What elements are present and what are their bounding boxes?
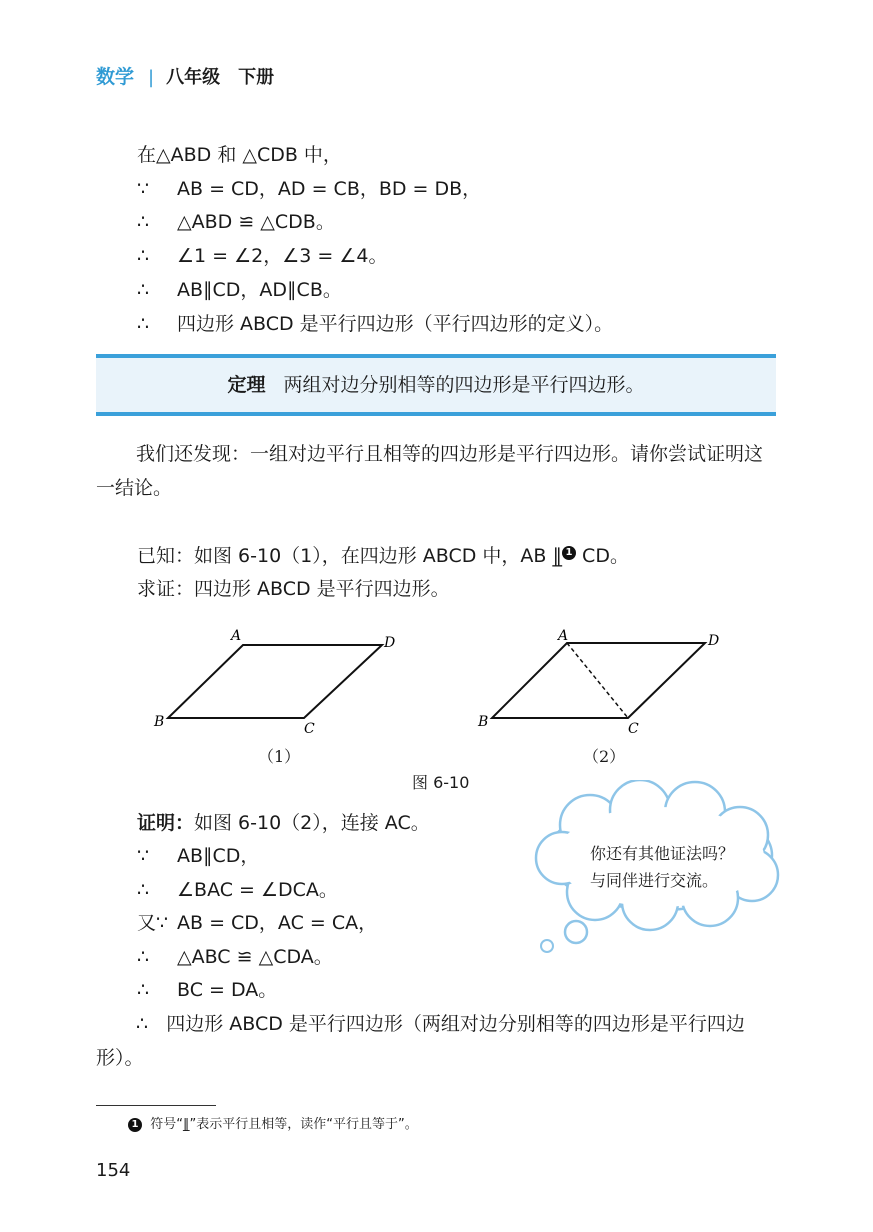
label-D: D xyxy=(708,633,720,649)
prove-line: 求证：四边形 ABCD 是平行四边形。 xyxy=(137,578,450,600)
proof1-line-2 xyxy=(137,209,335,235)
proof2-symbol: ∵ xyxy=(137,845,150,867)
label-C: C xyxy=(628,721,639,737)
footnote xyxy=(128,1113,418,1132)
figure-caption: 图 6-10 xyxy=(412,773,470,792)
theorem-text: 两组对边分别相等的四边形是平行四边形。 xyxy=(283,374,645,396)
proof1-text: ∠1 = ∠2，∠3 = ∠4。 xyxy=(177,245,388,267)
proof2-line-0 xyxy=(137,843,259,869)
proof1-symbol: ∵ xyxy=(137,178,150,200)
proof2-text: BC = DA。 xyxy=(177,979,278,1001)
cloud-text xyxy=(590,840,734,894)
label-A: A xyxy=(231,628,242,644)
proof2-symbol: 又∵ xyxy=(137,912,169,934)
given-prefix: 已知：如图 6-10（1），在四边形 ABCD 中，AB xyxy=(137,545,553,567)
proof1-text: 在△ABD 和 △CDB 中， xyxy=(137,144,342,166)
proof2-symbol: ∴ xyxy=(137,979,150,1001)
proof1-line-5 xyxy=(137,311,613,337)
proof1-line-0 xyxy=(137,142,342,168)
header-grade: 八年级 下册 xyxy=(166,67,275,88)
proof2-line-2 xyxy=(137,910,377,936)
proof2-conclusion-text: 四边形 ABCD 是平行四边形（两组对边分别相等的四边形是平行四边形）。 xyxy=(96,1013,745,1069)
proof2-title-line xyxy=(137,810,430,836)
given-line xyxy=(137,543,629,569)
proof1-symbol: ∴ xyxy=(137,279,150,301)
label-C: C xyxy=(304,721,315,737)
label-D: D xyxy=(384,635,396,651)
figure-1-parallelogram xyxy=(153,628,395,737)
figure-2-parallelogram xyxy=(477,628,719,737)
footnote-rule xyxy=(96,1105,216,1106)
proof2-title: 证明： xyxy=(137,812,195,834)
label-B: B xyxy=(478,714,489,730)
proof2-symbol: ∴ xyxy=(137,946,150,968)
proof2-text: ∠BAC = ∠DCA。 xyxy=(177,879,338,901)
proof2-line-1 xyxy=(137,877,338,903)
proof1-line-4 xyxy=(137,277,342,303)
proof2-text: AB∥CD， xyxy=(177,845,260,867)
footnote-marker: 1 xyxy=(562,546,576,560)
proof1-line-3 xyxy=(137,243,388,269)
footnote-text: 符号“∥̲”表示平行且相等，读作“平行且等于”。 xyxy=(150,1117,418,1132)
label-B: B xyxy=(154,714,165,730)
proof1-symbol: ∴ xyxy=(137,211,150,233)
footnote-mark: 1 xyxy=(128,1118,142,1132)
proof1-text: 四边形 ABCD 是平行四边形（平行四边形的定义）。 xyxy=(177,313,614,335)
proof2-conclusion-symbol: ∴ xyxy=(136,1013,149,1035)
diagonal-AC xyxy=(567,643,628,718)
header-subject: 数学 xyxy=(96,66,135,88)
proof1-text: AB = CD，AD = CB，BD = DB， xyxy=(177,178,482,200)
proof2-text: AB = CD，AC = CA， xyxy=(177,912,378,934)
header-separator: | xyxy=(148,67,155,88)
cloud-line-2: 与同伴进行交流。 xyxy=(590,871,719,890)
cloud-line-1: 你还有其他证法吗？ xyxy=(590,844,735,863)
proof2-conclusion xyxy=(96,1007,778,1075)
parallel-equal-symbol: ∥̲ xyxy=(552,545,562,567)
discovery-paragraph: 我们还发现：一组对边平行且相等的四边形是平行四边形。请你尝试证明这一结论。 xyxy=(96,443,764,499)
page-header xyxy=(96,62,274,89)
proof2-line-4 xyxy=(137,977,277,1003)
proof2-line-3 xyxy=(137,944,333,970)
subfigure-caption-1: （1） xyxy=(258,747,301,766)
label-A: A xyxy=(558,628,569,644)
proof1-symbol: ∴ xyxy=(137,245,150,267)
given-suffix: CD。 xyxy=(582,545,629,567)
proof1-symbol: ∴ xyxy=(137,313,150,335)
proof2-text: △ABC ≌ △CDA。 xyxy=(177,946,333,968)
proof1-text: AB∥CD，AD∥CB。 xyxy=(177,279,342,301)
proof1-text: △ABD ≌ △CDB。 xyxy=(177,211,335,233)
proof2-first: 如图 6-10（2），连接 AC。 xyxy=(194,812,430,834)
theorem-box xyxy=(96,354,776,416)
subfigure-caption-2: （2） xyxy=(583,747,626,766)
theorem-label: 定理 xyxy=(227,374,266,396)
proof1-line-1 xyxy=(137,176,481,202)
page-number: 154 xyxy=(96,1160,131,1181)
proof2-symbol: ∴ xyxy=(137,879,150,901)
